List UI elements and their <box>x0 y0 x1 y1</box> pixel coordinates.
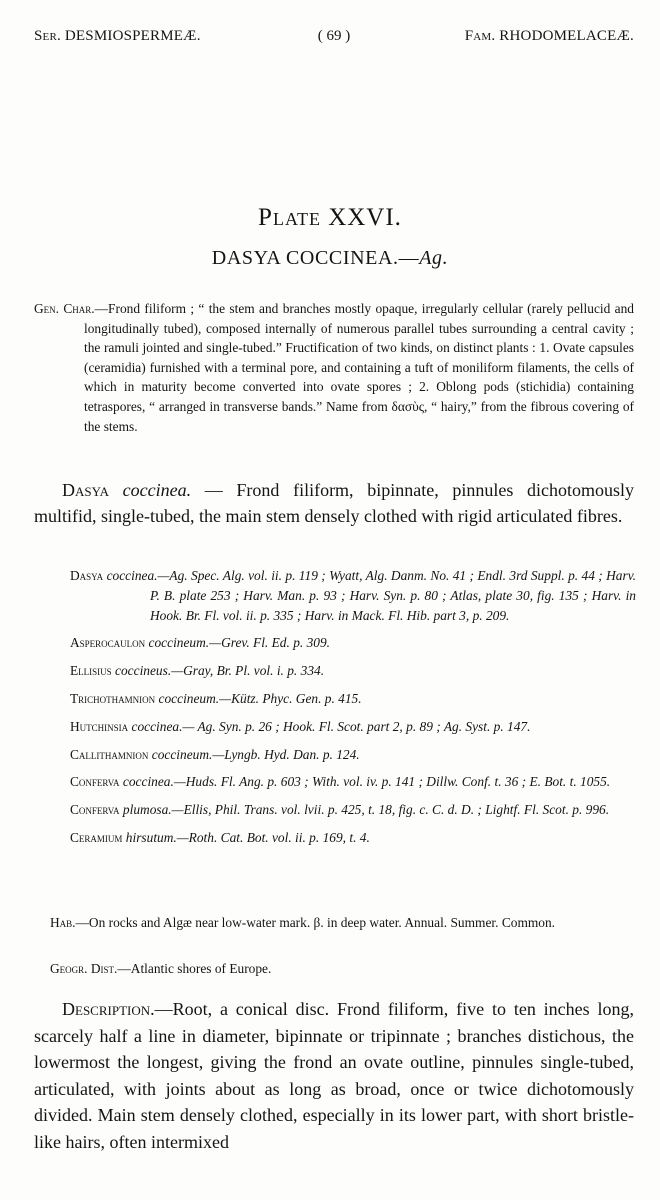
synonym-genus: Dasya <box>70 568 104 583</box>
synonym-reference: —Huds. Fl. Ang. p. 603 ; With. vol. iv. p. 141 ; Dillw. Conf. t. 36 ; E. Bot. t. 1055. <box>173 774 611 790</box>
synonym-epithet: coccineum. <box>151 746 213 762</box>
synonym-reference: —Ag. Spec. Alg. vol. ii. p. 119 ; Wyatt, Alg. Danm. No. 41 ; Endl. 3rd Suppl. p. 44 ; Harv. P. B. plate 253 ; Harv. Man. p. 93 ; Harv. Syn. p. 80 ; Atlas, plate 30, fig. 135 ; Harv. in Hook. Br. Fl. vol. ii. p. 335 ; Harv. in Mack. Fl. Hib. part 3, p. 209. <box>150 568 636 623</box>
habitat-lead: Hab. <box>50 915 76 930</box>
synonym-entry <box>70 689 636 709</box>
synonym-entry <box>70 717 636 737</box>
synonym-genus: Ceramium <box>70 829 123 845</box>
running-head-series: Ser. DESMIOSPERMEÆ. <box>34 28 201 44</box>
synonymy-list <box>70 566 636 856</box>
description-last-word: intermixed <box>150 1131 229 1152</box>
diagnosis-text: — Frond filiform, bipinnate, pinnules dichotomously multifid, single-tubed, the main stem densely clothed with rigid articulated fibres. <box>34 480 635 526</box>
geogr-lead: Geogr. Dist. <box>50 961 118 976</box>
synonym-entry <box>70 828 636 848</box>
description <box>34 996 634 1155</box>
synonym-reference: —Ellis, Phil. Trans. vol. lvii. p. 425, t. 18, fig. c. C. d. D. ; Lightf. Fl. Scot. p. 996. <box>171 802 610 818</box>
plate-title: Plate XXVI. <box>258 204 402 231</box>
synonym-entry <box>70 772 636 792</box>
synonym-entry <box>70 661 636 681</box>
synonym-reference: —Roth. Cat. Bot. vol. ii. p. 169, t. 4. <box>176 829 370 845</box>
synonym-entry <box>70 633 636 653</box>
description-lead: Description. <box>62 999 155 1019</box>
running-head-family: Fam. RHODOMELACEÆ. <box>464 28 634 44</box>
geographic-distribution <box>34 959 634 979</box>
synonym-epithet: coccineum. <box>158 690 220 706</box>
synonym-entry <box>70 800 636 820</box>
running-head <box>34 28 634 50</box>
generic-character <box>34 299 634 436</box>
synonym-genus: Ellisius <box>70 663 112 679</box>
synonym-epithet: coccinea. <box>122 774 174 790</box>
synonym-entry <box>70 745 636 765</box>
synonym-reference: —Grev. Fl. Ed. p. 309. <box>209 635 331 651</box>
habitat-text: —On rocks and Algæ near low-water mark. β. in deep water. Annual. Summer. Common. <box>75 915 556 930</box>
synonym-genus: Conferva <box>70 802 120 818</box>
synonym-epithet: coccinea. <box>106 568 158 583</box>
synonym-genus: Callithamnion <box>70 746 149 762</box>
synonym-reference: —Lyngb. Hyd. Dan. p. 124. <box>212 746 360 762</box>
diagnosis-epithet: coccinea. <box>122 480 192 500</box>
diagnosis-genus: Dasya <box>62 480 109 500</box>
synonym-epithet: coccinea. <box>131 718 183 734</box>
synonym-genus: Hutchinsia <box>70 718 129 734</box>
page-number: ( 69 ) <box>317 28 351 44</box>
synonym-epithet: plumosa. <box>122 802 172 818</box>
synonym-genus: Asperocaulon <box>70 635 146 651</box>
synonym-epithet: hirsutum. <box>125 829 177 845</box>
gen-char-text: —Frond filiform ; “ the stem and branches mostly opaque, irregularly cellular (rarely pellucid and longitudinally tubed), composed internally of numerous parallel tubes surrounding a central cavity ; the ramuli jointed and single-tubed.” Fructification of two kinds, on distinct plants : 1. Ovate capsules (ceramidia) furnished with a terminal pore, and containing a tuft of moniliform filaments, the cells of which in maturity become converted into ovate spores ; 2. Oblong pods (stichidia) containing tetraspores, “ arranged in transverse bands.” Name from δασὺς, “ hairy,” from the fibrous covering of the stems. <box>84 301 634 434</box>
synonym-reference: —Gray, Br. Pl. vol. i. p. 334. <box>171 663 325 679</box>
species-author: Ag. <box>419 247 449 269</box>
synonym-reference: —Kütz. Phyc. Gen. p. 415. <box>219 690 362 706</box>
synonym-epithet: coccineum. <box>148 635 210 651</box>
species-diagnosis <box>34 477 634 529</box>
synonym-genus: Conferva <box>70 774 120 790</box>
species-name: DASYA COCCINEA.— <box>211 247 420 269</box>
synonym-reference: — Ag. Syn. p. 26 ; Hook. Fl. Scot. part 2, p. 89 ; Ag. Syst. p. 147. <box>182 718 531 734</box>
synonym-epithet: coccineus. <box>115 663 172 679</box>
synonym-entry <box>70 566 636 625</box>
geogr-text: —Atlantic shores of Europe. <box>117 961 272 976</box>
synonym-genus: Trichothamnion <box>70 690 156 706</box>
species-title <box>0 247 660 270</box>
habitat <box>34 913 634 933</box>
description-text: —Root, a conical disc. Frond filiform, five to ten inches long, scarcely half a line in diameter, bipinnate or tripinnate ; branches distichous, the lowermost the longest, giving the frond an ovate outline, pinnules single-tubed, articulated, with joints about as long as broad, once or twice dichotomously divided. Main stem densely clothed, especially in its lower part, with short bristle-like hairs, often <box>34 999 634 1152</box>
gen-char-lead: Gen. Char. <box>34 301 95 316</box>
